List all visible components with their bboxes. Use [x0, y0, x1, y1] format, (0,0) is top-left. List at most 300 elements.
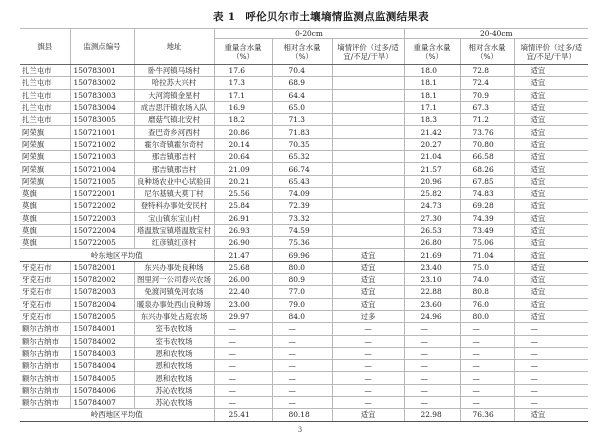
site-id-cell: 150782001 [70, 261, 134, 273]
weight-moisture-0-20-cell: — [214, 384, 272, 396]
weight-moisture-20-40-cell: 18.0 [404, 65, 460, 77]
address-cell: 塔温敖宝镇塔温敖宝村 [134, 224, 214, 236]
address-cell: 成吉思汗镇农场入队 [134, 101, 214, 113]
table-row [20, 151, 588, 163]
relative-moisture-20-40-cell: 67.3 [460, 101, 514, 113]
relative-moisture-20-40-cell: 71.2 [460, 114, 514, 126]
county-cell: 莫旗 [20, 200, 70, 212]
relative-moisture-20-40-cell: 74.83 [460, 187, 514, 199]
evaluation-0-20-cell: — [332, 360, 404, 372]
site-id-cell: 150783005 [70, 114, 134, 126]
evaluation-20-40-cell: 适宜 [514, 77, 588, 89]
relative-moisture-0-20-cell: 64.4 [272, 89, 332, 101]
evaluation-20-40-cell: 适宜 [514, 138, 588, 150]
evaluation-20-40-cell: 适宜 [514, 126, 588, 138]
table-row [20, 360, 588, 372]
table-row [20, 175, 588, 187]
relative-moisture-0-20-cell: — [272, 397, 332, 409]
address-cell: 那吉镇那吉村 [134, 163, 214, 175]
weight-moisture-0-20-cell: 20.86 [214, 126, 272, 138]
relative-moisture-20-40-cell: 67.85 [460, 175, 514, 187]
site-id-cell: 150782005 [70, 310, 134, 322]
relative-moisture-label: 相对含水量 [468, 42, 506, 52]
table-row [20, 286, 588, 298]
county-cell: 牙克石市 [20, 310, 70, 322]
evaluation-20-40-cell: 适宜 [514, 212, 588, 224]
weight-moisture-0-20-cell: 16.9 [214, 101, 272, 113]
address-cell: 尼尔基镇大莫丁村 [134, 187, 214, 199]
relative-moisture-0-20-cell: 79.0 [272, 298, 332, 310]
county-cell: 阿荣旗 [20, 175, 70, 187]
weight-moisture-unit: （%） [421, 51, 443, 61]
relative-moisture-0-20-cell: 80.9 [272, 274, 332, 286]
weight-moisture-20-40-cell: 20.96 [404, 175, 460, 187]
table-row [20, 65, 588, 77]
county-cell: 额尔古纳市 [20, 397, 70, 409]
weight-moisture-0-20-cell: 17.6 [214, 65, 272, 77]
weight-moisture-0-20-cell: 20.14 [214, 138, 272, 150]
site-id-cell: 150783003 [70, 89, 134, 101]
table-row [20, 224, 588, 236]
evaluation-20-40-cell: — [514, 397, 588, 409]
site-id-cell: 150721002 [70, 138, 134, 150]
county-cell: 牙克石市 [20, 298, 70, 310]
table-row [20, 372, 588, 384]
weight-moisture-20-40-cell: 18.1 [404, 89, 460, 101]
table-row [20, 212, 588, 224]
relative-moisture-0-20-cell: 68.9 [272, 77, 332, 89]
evaluation-0-20-cell: — [332, 397, 404, 409]
relative-moisture-0-20-cell: 77.0 [272, 286, 332, 298]
address-cell: 那吉镇那吉村 [134, 151, 214, 163]
evaluation-0-20-cell [332, 89, 404, 101]
relative-moisture-0-20-cell: 65.0 [272, 101, 332, 113]
weight-moisture-20-40-cell: 24.73 [404, 200, 460, 212]
evaluation-20-40-cell: — [514, 335, 588, 347]
evaluation-20-40-cell: — [514, 347, 588, 359]
relative-moisture-0-20-cell: 70.4 [272, 65, 332, 77]
evaluation-0-20-cell: 适宜 [332, 274, 404, 286]
county-cell: 阿荣旗 [20, 138, 70, 150]
address-cell: 恩和农牧场 [134, 372, 214, 384]
evaluation-0-20-header [332, 39, 404, 65]
weight-moisture-20-40-cell: 26.80 [404, 237, 460, 249]
relative-moisture-20-40-cell: — [460, 347, 514, 359]
weight-moisture-20-40-cell: 27.30 [404, 212, 460, 224]
relative-moisture-0-20-cell: 84.0 [272, 310, 332, 322]
weight-moisture-20-40-cell: — [404, 397, 460, 409]
header-row-depth [20, 29, 588, 39]
site-id-cell: 150784005 [70, 372, 134, 384]
county-cell: 莫旗 [20, 224, 70, 236]
county-cell: 阿荣旗 [20, 163, 70, 175]
county-header: 旗县 [20, 29, 70, 65]
evaluation-0-20-cell: — [332, 347, 404, 359]
relative-moisture-0-20-cell: 71.83 [272, 126, 332, 138]
county-cell: 扎兰屯市 [20, 114, 70, 126]
address-cell: 东兴办事处占庭农场 [134, 310, 214, 322]
relative-moisture-0-20-average-cell: 80.18 [272, 409, 332, 421]
site-id-cell: 150721004 [70, 163, 134, 175]
evaluation-20-40-cell: 适宜 [514, 237, 588, 249]
evaluation-0-20-cell [332, 101, 404, 113]
evaluation-20-40-cell: 适宜 [514, 274, 588, 286]
table-row [20, 89, 588, 101]
site-id-cell: 150782003 [70, 286, 134, 298]
table-title [213, 10, 429, 24]
table-row [20, 237, 588, 249]
county-cell: 扎兰屯市 [20, 89, 70, 101]
site-id-cell: 150784004 [70, 360, 134, 372]
region-average-row [20, 249, 588, 261]
table-number: 表 1 [213, 11, 236, 23]
weight-moisture-20-40-cell: — [404, 360, 460, 372]
weight-moisture-0-20-cell: 23.00 [214, 298, 272, 310]
weight-moisture-0-20-cell: 25.68 [214, 261, 272, 273]
relative-moisture-20-40-average-cell: 71.04 [460, 249, 514, 261]
relative-moisture-20-40-cell: 75.0 [460, 261, 514, 273]
relative-moisture-0-20-cell: 72.39 [272, 200, 332, 212]
address-cell: 免渡河镇免河农场 [134, 286, 214, 298]
evaluation-0-20-cell: 过多 [332, 310, 404, 322]
evaluation-0-20-cell [332, 138, 404, 150]
table-row [20, 384, 588, 396]
weight-moisture-20-40-cell: 23.40 [404, 261, 460, 273]
table-row [20, 298, 588, 310]
weight-moisture-20-40-cell: 26.53 [404, 224, 460, 236]
relative-moisture-20-40-cell: 75.06 [460, 237, 514, 249]
relative-moisture-0-20-cell: — [272, 323, 332, 335]
county-cell: 额尔古纳市 [20, 384, 70, 396]
weight-moisture-0-20-average-cell: 25.41 [214, 409, 272, 421]
evaluation-20-40-cell: — [514, 372, 588, 384]
site-id-cell: 150722002 [70, 200, 134, 212]
relative-moisture-20-40-cell: 74.0 [460, 274, 514, 286]
weight-moisture-20-40-cell: — [404, 335, 460, 347]
relative-moisture-0-20-cell: — [272, 384, 332, 396]
evaluation-20-40-header [514, 39, 588, 65]
relative-moisture-20-40-average-cell: 76.36 [460, 409, 514, 421]
table-row [20, 126, 588, 138]
weight-moisture-20-40-cell: 20.27 [404, 138, 460, 150]
relative-moisture-20-40-cell: 73.76 [460, 126, 514, 138]
county-cell: 额尔古纳市 [20, 347, 70, 359]
table-row [20, 397, 588, 409]
address-cell: 霍尔奇镇霍尔奇村 [134, 138, 214, 150]
relative-moisture-20-40-cell: — [460, 397, 514, 409]
table-row [20, 187, 588, 199]
page-number: 3 [297, 426, 303, 434]
address-cell: 良种场农业中心试验田 [134, 175, 214, 187]
relative-moisture-20-40-cell: 74.39 [460, 212, 514, 224]
address-cell: 室韦农牧场 [134, 323, 214, 335]
address-cell: 宝山镇东宝山村 [134, 212, 214, 224]
evaluation-20-40-cell: — [514, 384, 588, 396]
weight-moisture-0-20-cell: 18.2 [214, 114, 272, 126]
relative-moisture-20-40-cell: 76.0 [460, 298, 514, 310]
county-cell: 莫旗 [20, 187, 70, 199]
relative-moisture-0-20-cell: 73.32 [272, 212, 332, 224]
table-body [20, 65, 588, 422]
relative-moisture-20-40-cell: — [460, 323, 514, 335]
weight-moisture-20-40-cell: 18.3 [404, 114, 460, 126]
weight-moisture-20-40-cell: 21.04 [404, 151, 460, 163]
weight-moisture-20-40-cell: 24.96 [404, 310, 460, 322]
site-id-cell: 150784003 [70, 347, 134, 359]
evaluation-label: 墒情评价（过多/适宜/不足/干旱） [337, 42, 399, 61]
county-cell: 牙克石市 [20, 286, 70, 298]
evaluation-0-20-cell: — [332, 323, 404, 335]
weight-moisture-0-20-header [214, 39, 272, 65]
region-average-row [20, 409, 588, 421]
address-cell: 图里河一公司春兴农场 [134, 274, 214, 286]
weight-moisture-0-20-cell: 26.90 [214, 237, 272, 249]
evaluation-20-40-average-cell: 适宜 [514, 249, 588, 261]
relative-moisture-20-40-cell: 72.8 [460, 65, 514, 77]
relative-moisture-0-20-cell: 74.09 [272, 187, 332, 199]
soil-moisture-results-table [20, 28, 588, 422]
address-cell: 大河湾镇金星村 [134, 89, 214, 101]
relative-moisture-0-20-header [272, 39, 332, 65]
site-id-cell: 150783004 [70, 101, 134, 113]
region-average-label: 岭东地区平均值 [20, 249, 214, 261]
relative-moisture-20-40-cell: 80.8 [460, 286, 514, 298]
address-cell: 卧牛河镇马场村 [134, 65, 214, 77]
relative-moisture-20-40-cell: 80.0 [460, 310, 514, 322]
relative-moisture-label: 相对含水量 [283, 42, 321, 52]
evaluation-0-20-cell: — [332, 372, 404, 384]
weight-moisture-20-40-cell: 21.57 [404, 163, 460, 175]
weight-moisture-unit: （%） [232, 51, 254, 61]
site-id-header: 监测点编号 [70, 29, 134, 65]
relative-moisture-20-40-cell: 66.58 [460, 151, 514, 163]
site-id-cell: 150784002 [70, 335, 134, 347]
evaluation-0-20-cell: 适宜 [332, 298, 404, 310]
weight-moisture-0-20-cell: 25.56 [214, 187, 272, 199]
weight-moisture-0-20-cell: 26.93 [214, 224, 272, 236]
weight-moisture-20-40-cell: 25.82 [404, 187, 460, 199]
county-cell: 阿荣旗 [20, 126, 70, 138]
county-cell: 莫旗 [20, 212, 70, 224]
weight-moisture-0-20-average-cell: 21.47 [214, 249, 272, 261]
weight-moisture-20-40-average-cell: 21.69 [404, 249, 460, 261]
weight-moisture-0-20-cell: — [214, 347, 272, 359]
site-id-cell: 150783002 [70, 77, 134, 89]
relative-moisture-0-20-cell: 74.59 [272, 224, 332, 236]
relative-moisture-0-20-cell: — [272, 347, 332, 359]
table-row [20, 114, 588, 126]
table-header [20, 29, 588, 65]
site-id-cell: 150782004 [70, 298, 134, 310]
relative-moisture-0-20-cell: 71.3 [272, 114, 332, 126]
evaluation-0-20-average-cell: 适宜 [332, 249, 404, 261]
site-id-cell: 150783001 [70, 65, 134, 77]
relative-moisture-0-20-cell: — [272, 360, 332, 372]
evaluation-20-40-cell: 适宜 [514, 200, 588, 212]
evaluation-0-20-cell: 适宜 [332, 286, 404, 298]
site-id-cell: 150784001 [70, 323, 134, 335]
table-row [20, 138, 588, 150]
site-id-cell: 150721005 [70, 175, 134, 187]
table-row [20, 261, 588, 273]
weight-moisture-20-40-cell: 23.60 [404, 298, 460, 310]
table-row [20, 200, 588, 212]
table-title-text: 呼伦贝尔市土壤墒情监测点监测结果表 [245, 11, 429, 23]
evaluation-20-40-cell: 适宜 [514, 151, 588, 163]
evaluation-0-20-average-cell: 适宜 [332, 409, 404, 421]
weight-moisture-0-20-cell: 20.21 [214, 175, 272, 187]
table-row [20, 163, 588, 175]
evaluation-0-20-cell [332, 163, 404, 175]
evaluation-20-40-cell: — [514, 323, 588, 335]
address-cell: 登特科办事处安民村 [134, 200, 214, 212]
weight-moisture-label: 重量含水量 [413, 42, 451, 52]
site-id-cell: 150784007 [70, 397, 134, 409]
relative-moisture-0-20-cell: 75.36 [272, 237, 332, 249]
evaluation-20-40-cell: 适宜 [514, 175, 588, 187]
weight-moisture-0-20-cell: — [214, 323, 272, 335]
relative-moisture-20-40-cell: — [460, 335, 514, 347]
weight-moisture-0-20-cell: 26.00 [214, 274, 272, 286]
evaluation-0-20-cell [332, 151, 404, 163]
site-id-cell: 150721001 [70, 126, 134, 138]
weight-moisture-label: 重量含水量 [224, 42, 262, 52]
relative-moisture-20-40-cell: — [460, 372, 514, 384]
county-cell: 额尔古纳市 [20, 323, 70, 335]
table-row [20, 101, 588, 113]
address-cell: 磨菇气镇北安村 [134, 114, 214, 126]
evaluation-0-20-cell [332, 224, 404, 236]
table-row [20, 323, 588, 335]
weight-moisture-20-40-cell: — [404, 372, 460, 384]
weight-moisture-20-40-cell: — [404, 323, 460, 335]
county-cell: 扎兰屯市 [20, 77, 70, 89]
site-id-cell: 150722004 [70, 224, 134, 236]
county-cell: 牙克石市 [20, 261, 70, 273]
weight-moisture-0-20-cell: 20.64 [214, 151, 272, 163]
table-row [20, 347, 588, 359]
address-cell: 室韦农牧场 [134, 335, 214, 347]
evaluation-0-20-cell [332, 77, 404, 89]
weight-moisture-0-20-cell: 25.84 [214, 200, 272, 212]
site-id-cell: 150722005 [70, 237, 134, 249]
evaluation-0-20-cell [332, 175, 404, 187]
address-cell: 红彦镇红彦村 [134, 237, 214, 249]
evaluation-0-20-cell: — [332, 335, 404, 347]
county-cell: 阿荣旗 [20, 151, 70, 163]
evaluation-20-40-cell: 适宜 [514, 224, 588, 236]
weight-moisture-0-20-cell: — [214, 397, 272, 409]
evaluation-0-20-cell: — [332, 384, 404, 396]
site-id-cell: 150784006 [70, 384, 134, 396]
county-cell: 牙克石市 [20, 274, 70, 286]
county-cell: 额尔古纳市 [20, 335, 70, 347]
weight-moisture-20-40-average-cell: 22.98 [404, 409, 460, 421]
weight-moisture-0-20-cell: — [214, 335, 272, 347]
table-row [20, 274, 588, 286]
evaluation-20-40-cell: 适宜 [514, 261, 588, 273]
address-cell: 查巴奇乡河西村 [134, 126, 214, 138]
weight-moisture-0-20-cell: — [214, 360, 272, 372]
address-cell: 苏沁农牧场 [134, 397, 214, 409]
evaluation-0-20-cell: 适宜 [332, 261, 404, 273]
relative-moisture-20-40-cell: 68.26 [460, 163, 514, 175]
weight-moisture-20-40-header [404, 39, 460, 65]
weight-moisture-20-40-cell: 23.10 [404, 274, 460, 286]
address-header: 地址 [134, 29, 214, 65]
address-cell: 苏沁农牧场 [134, 384, 214, 396]
relative-moisture-0-20-cell: 65.43 [272, 175, 332, 187]
weight-moisture-20-40-cell: — [404, 347, 460, 359]
address-cell: 东兴办事处良种场 [134, 261, 214, 273]
site-id-cell: 150782002 [70, 274, 134, 286]
depth-0-20-header: 0-20cm [214, 29, 404, 39]
weight-moisture-20-40-cell: 21.42 [404, 126, 460, 138]
weight-moisture-0-20-cell: 17.3 [214, 77, 272, 89]
relative-moisture-0-20-average-cell: 69.96 [272, 249, 332, 261]
weight-moisture-0-20-cell: 22.40 [214, 286, 272, 298]
relative-moisture-20-40-cell: — [460, 384, 514, 396]
evaluation-20-40-average-cell: 适宜 [514, 409, 588, 421]
relative-moisture-0-20-cell: 66.74 [272, 163, 332, 175]
depth-20-40-header: 20-40cm [404, 29, 588, 39]
address-cell: 暖泉办事处西山良种场 [134, 298, 214, 310]
region-average-label: 岭西地区平均值 [20, 409, 214, 421]
relative-moisture-0-20-cell: 70.35 [272, 138, 332, 150]
evaluation-0-20-cell [332, 187, 404, 199]
county-cell: 额尔古纳市 [20, 372, 70, 384]
table-row [20, 335, 588, 347]
weight-moisture-0-20-cell: 26.91 [214, 212, 272, 224]
relative-moisture-0-20-cell: 65.32 [272, 151, 332, 163]
evaluation-20-40-cell: — [514, 360, 588, 372]
evaluation-20-40-cell: 适宜 [514, 310, 588, 322]
site-id-cell: 150722003 [70, 212, 134, 224]
address-cell: 哈拉苏大兴村 [134, 77, 214, 89]
relative-moisture-0-20-cell: — [272, 335, 332, 347]
address-cell: 恩和农牧场 [134, 360, 214, 372]
county-cell: 扎兰屯市 [20, 65, 70, 77]
relative-moisture-20-40-cell: 70.80 [460, 138, 514, 150]
evaluation-20-40-cell: 适宜 [514, 114, 588, 126]
weight-moisture-20-40-cell: 17.1 [404, 101, 460, 113]
relative-moisture-0-20-cell: 80.0 [272, 261, 332, 273]
county-cell: 扎兰屯市 [20, 101, 70, 113]
county-cell: 莫旗 [20, 237, 70, 249]
weight-moisture-0-20-cell: — [214, 372, 272, 384]
relative-moisture-20-40-cell: 70.9 [460, 89, 514, 101]
evaluation-0-20-cell [332, 200, 404, 212]
table-row [20, 310, 588, 322]
evaluation-0-20-cell [332, 114, 404, 126]
site-id-cell: 150722001 [70, 187, 134, 199]
weight-moisture-20-40-cell: — [404, 384, 460, 396]
relative-moisture-20-40-cell: — [460, 360, 514, 372]
county-cell: 额尔古纳市 [20, 360, 70, 372]
evaluation-label: 墒情评价（过多/适宜/不足/干旱） [520, 42, 583, 61]
relative-moisture-unit: （%） [476, 51, 498, 61]
evaluation-0-20-cell [332, 237, 404, 249]
evaluation-0-20-cell [332, 212, 404, 224]
evaluation-20-40-cell: 适宜 [514, 65, 588, 77]
site-id-cell: 150721003 [70, 151, 134, 163]
weight-moisture-0-20-cell: 29.97 [214, 310, 272, 322]
evaluation-20-40-cell: 适宜 [514, 89, 588, 101]
table-row [20, 77, 588, 89]
evaluation-20-40-cell: 适宜 [514, 163, 588, 175]
evaluation-0-20-cell [332, 65, 404, 77]
weight-moisture-20-40-cell: 18.1 [404, 77, 460, 89]
